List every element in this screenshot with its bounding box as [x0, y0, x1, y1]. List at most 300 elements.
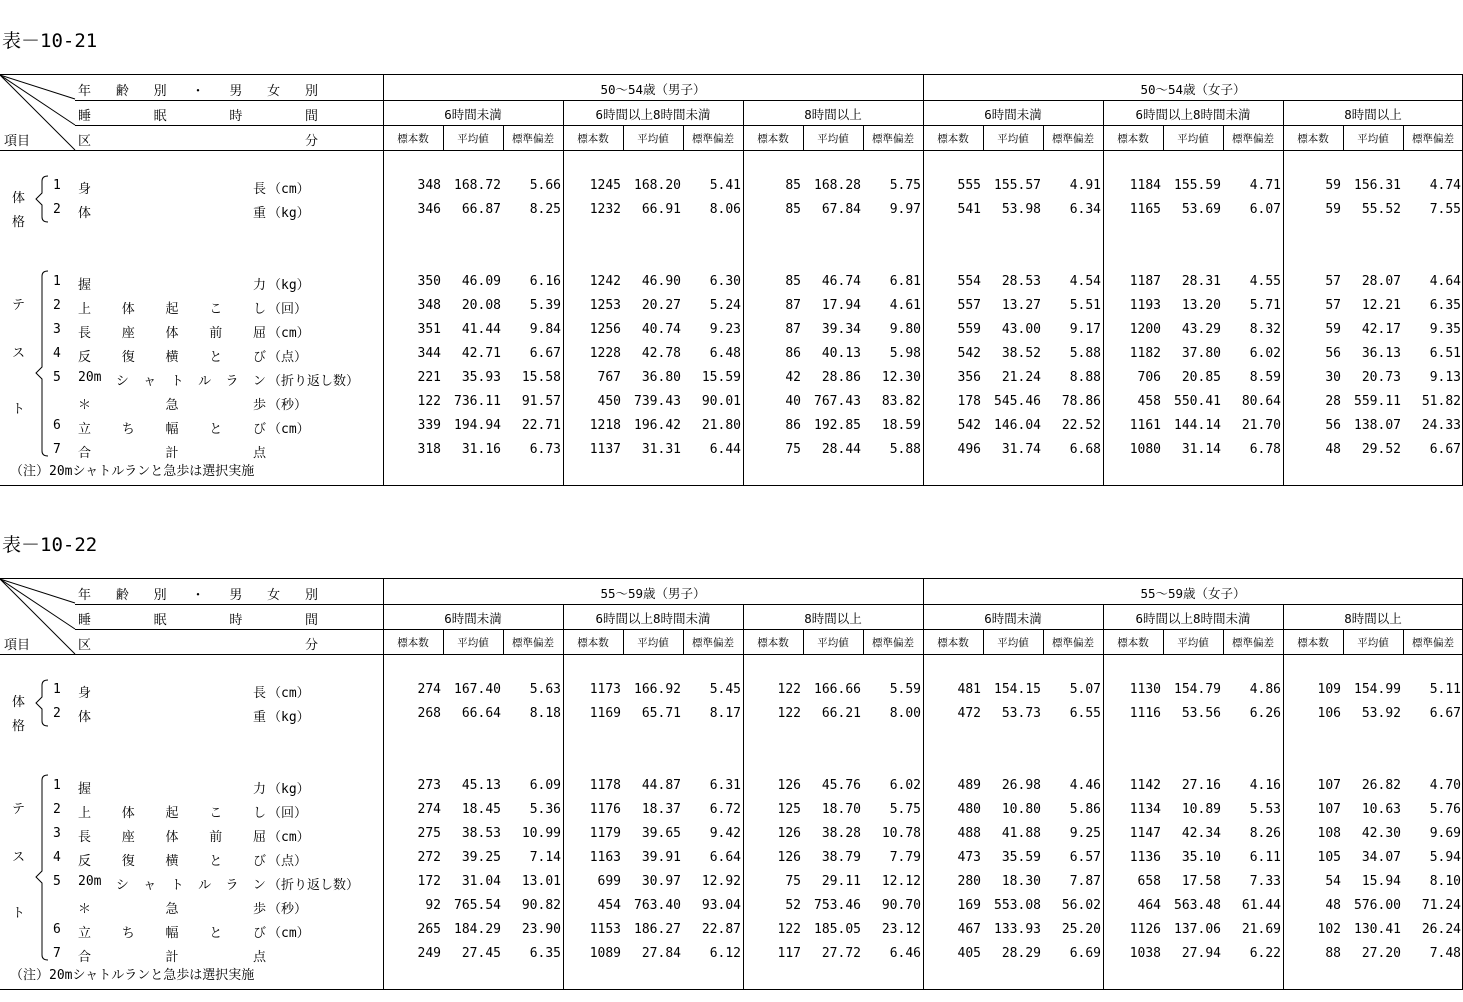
table-cell: 122 [777, 706, 801, 721]
category-label-body: 格 [12, 215, 26, 230]
table-cell: 489 [957, 778, 981, 793]
table-cell: 6.72 [709, 802, 741, 817]
table-cell: 40.13 [821, 346, 861, 361]
table-cell: 88 [1325, 946, 1341, 961]
age-group-header: 50～54歳（男子） [600, 82, 706, 97]
table-cell: 18.45 [461, 802, 501, 817]
table-cell: 42.34 [1181, 826, 1221, 841]
row-number: 1 [53, 682, 61, 697]
header-char: 睡 [78, 613, 92, 628]
table-cell: 339 [417, 418, 441, 433]
row-label [78, 946, 266, 965]
table-cell: 1256 [589, 322, 621, 337]
table-cell: 39.34 [821, 322, 861, 337]
stat-column-header: 標準偏差 [1052, 133, 1094, 145]
table-cell: 80.64 [1241, 394, 1281, 409]
table-cell: 450 [597, 394, 621, 409]
table-cell: 27.16 [1181, 778, 1221, 793]
stat-column-header: 標本数 [1297, 637, 1329, 649]
table-cell: 6.81 [889, 274, 921, 289]
row-label-char: と [209, 422, 223, 437]
row-label-char: ル [198, 878, 212, 893]
row-label-char: 幅 [165, 926, 179, 941]
table-cell: 144.14 [1174, 418, 1221, 433]
age-group-header: 55～59歳（女子） [1140, 586, 1246, 601]
stat-column-header: 標本数 [937, 637, 969, 649]
table-cell: 1184 [1129, 178, 1161, 193]
table-cell: 1089 [589, 946, 621, 961]
table-cell: 168.20 [634, 178, 681, 193]
table-cell: 5.59 [889, 682, 921, 697]
table-cell: 6.67 [529, 346, 561, 361]
table-cell: 38.52 [1001, 346, 1041, 361]
table-cell: 6.31 [709, 778, 741, 793]
table-cell: 130.41 [1354, 922, 1401, 937]
row-number: 1 [53, 274, 61, 289]
divider-horizontal [0, 654, 1463, 655]
stat-column-header: 標準偏差 [1052, 637, 1094, 649]
table-cell: 78.86 [1061, 394, 1101, 409]
row-label-char: 合 [78, 950, 92, 965]
table-cell: 156.31 [1354, 178, 1401, 193]
table-cell: 18.70 [821, 802, 861, 817]
table-cell: 86 [785, 418, 801, 433]
table-cell: 20.08 [461, 298, 501, 313]
table-cell: 38.79 [821, 850, 861, 865]
table-cell: 55.52 [1361, 202, 1401, 217]
divider-horizontal [0, 150, 1463, 151]
table-cell: 28.44 [821, 442, 861, 457]
table-cell: 122 [417, 394, 441, 409]
table-cell: 20.73 [1361, 370, 1401, 385]
row-label-char: 握 [78, 782, 92, 797]
table-cell: 472 [957, 706, 981, 721]
table-cell: 22.52 [1061, 418, 1101, 433]
table-cell: 1218 [589, 418, 621, 433]
table-cell: 6.12 [709, 946, 741, 961]
row-number: 7 [53, 946, 61, 961]
table-cell: 488 [957, 826, 981, 841]
stat-column-header: 標本数 [1117, 133, 1149, 145]
table-cell: 1142 [1129, 778, 1161, 793]
table-cell: 736.11 [454, 394, 501, 409]
row-unit: （cm） [268, 422, 310, 437]
table-cell: 59 [1325, 178, 1341, 193]
table-cell: 31.04 [461, 874, 501, 889]
header-char: 齢 [115, 588, 129, 603]
table-cell: 6.69 [1069, 946, 1101, 961]
table-cell: 6.64 [709, 850, 741, 865]
table-cell: 7.48 [1429, 946, 1461, 961]
table-cell: 6.67 [1429, 442, 1461, 457]
table-cell: 59 [1325, 202, 1341, 217]
row-label-char: ち [121, 422, 135, 437]
table-cell: 53.92 [1361, 706, 1401, 721]
row-label-char: 体 [121, 806, 135, 821]
row-label-char: ル [198, 374, 212, 389]
table-cell: 563.48 [1174, 898, 1221, 913]
table-cell: 344 [417, 346, 441, 361]
table-cell: 763.40 [634, 898, 681, 913]
row-label-char: 体 [78, 206, 92, 221]
table-cell: 10.78 [881, 826, 921, 841]
table-cell: 53.56 [1181, 706, 1221, 721]
row-label-char: と [209, 926, 223, 941]
bracket-lines [0, 579, 60, 989]
header-char: 眠 [153, 109, 167, 124]
sleep-category-header: 8時間以上 [1344, 611, 1402, 626]
stat-column-header: 平均値 [1177, 637, 1209, 649]
table-cell: 464 [1137, 898, 1161, 913]
header-char: 年 [78, 588, 92, 603]
stat-column-header: 標準偏差 [872, 133, 914, 145]
table-cell: 105 [1317, 850, 1341, 865]
stat-column-header: 標準偏差 [872, 637, 914, 649]
table-cell: 126 [777, 850, 801, 865]
table-cell: 5.76 [1429, 802, 1461, 817]
table-cell: 1136 [1129, 850, 1161, 865]
table-cell: 8.59 [1249, 370, 1281, 385]
table-cell: 6.73 [529, 442, 561, 457]
table-cell: 346 [417, 202, 441, 217]
row-label-char: 長 [78, 830, 92, 845]
table-cell: 318 [417, 442, 441, 457]
table-cell: 59 [1325, 322, 1341, 337]
table-cell: 53.73 [1001, 706, 1041, 721]
table-cell: 42.78 [641, 346, 681, 361]
row-number: 1 [53, 178, 61, 193]
table-cell: 43.00 [1001, 322, 1041, 337]
stat-column-header: 標本数 [937, 133, 969, 145]
data-table [0, 578, 1463, 990]
bracket-lines [0, 75, 60, 485]
table-cell: 42 [785, 370, 801, 385]
table-cell: 275 [417, 826, 441, 841]
category-label-test: ト [12, 402, 26, 417]
table-cell: 9.35 [1429, 322, 1461, 337]
table-cell: 6.07 [1249, 202, 1281, 217]
table-cell: 1193 [1129, 298, 1161, 313]
table-cell: 85 [785, 274, 801, 289]
stat-column-header: 平均値 [817, 133, 849, 145]
stat-column-header: 平均値 [457, 133, 489, 145]
row-label-char: 復 [121, 350, 135, 365]
table-cell: 4.86 [1249, 682, 1281, 697]
table-cell: 12.21 [1361, 298, 1401, 313]
table-cell: 48 [1325, 442, 1341, 457]
table-cell: 22.71 [521, 418, 561, 433]
row-number: 2 [53, 298, 61, 313]
row-label-char: ト [170, 374, 184, 389]
row-unit: （点） [268, 854, 308, 869]
table-cell: 6.34 [1069, 202, 1101, 217]
category-label-body: 格 [12, 719, 26, 734]
stat-column-header: 標本数 [757, 133, 789, 145]
age-group-header: 55～59歳（男子） [600, 586, 706, 601]
table-cell: 90.01 [701, 394, 741, 409]
table-cell: 125 [777, 802, 801, 817]
table-cell: 38.53 [461, 826, 501, 841]
table-cell: 28.29 [1001, 946, 1041, 961]
item-header: 項目 [4, 134, 31, 149]
row-label-char: び [252, 350, 266, 365]
table-cell: 8.25 [529, 202, 561, 217]
table-cell: 57 [1325, 298, 1341, 313]
table-cell: 5.71 [1249, 298, 1281, 313]
table-cell: 1178 [589, 778, 621, 793]
table-cell: 126 [777, 778, 801, 793]
table-cell: 23.90 [521, 922, 561, 937]
table-cell: 13.27 [1001, 298, 1041, 313]
table-cell: 87 [785, 298, 801, 313]
table-cell: 39.25 [461, 850, 501, 865]
table-cell: 1038 [1129, 946, 1161, 961]
table-cell: 6.68 [1069, 442, 1101, 457]
table-cell: 765.54 [454, 898, 501, 913]
row-number: 7 [53, 442, 61, 457]
table-cell: 90.82 [521, 898, 561, 913]
table-cell: 6.26 [1249, 706, 1281, 721]
table-cell: 272 [417, 850, 441, 865]
table-cell: 542 [957, 418, 981, 433]
table-cell: 274 [417, 682, 441, 697]
table-cell: 40.74 [641, 322, 681, 337]
table-cell: 172 [417, 874, 441, 889]
divider-horizontal [75, 125, 1463, 126]
table-cell: 67.84 [821, 202, 861, 217]
table-cell: 458 [1137, 394, 1161, 409]
row-label-char: ャ [143, 878, 157, 893]
stat-column-header: 平均値 [817, 637, 849, 649]
row-unit: （kg） [268, 710, 310, 725]
category-label-test: ス [12, 850, 26, 865]
table-cell: 699 [597, 874, 621, 889]
row-label [78, 274, 266, 293]
row-label-char: 計 [165, 446, 179, 461]
table-cell: 545.46 [994, 394, 1041, 409]
row-label-char: 座 [121, 326, 135, 341]
table-cell: 54 [1325, 874, 1341, 889]
table-cell: 5.24 [709, 298, 741, 313]
row-label-char: 歩 [252, 398, 266, 413]
table-block [0, 28, 1463, 498]
table-cell: 8.26 [1249, 826, 1281, 841]
table-cell: 20.27 [641, 298, 681, 313]
row-label-char: ャ [143, 374, 157, 389]
table-cell: 25.20 [1061, 922, 1101, 937]
table-cell: 1147 [1129, 826, 1161, 841]
table-cell: 4.91 [1069, 178, 1101, 193]
table-cell: 1187 [1129, 274, 1161, 289]
table-cell: 48 [1325, 898, 1341, 913]
row-label-char: び [252, 926, 266, 941]
row-unit: （kg） [268, 278, 310, 293]
table-cell: 83.82 [881, 394, 921, 409]
table-cell: 17.58 [1181, 874, 1221, 889]
table-cell: 5.75 [889, 178, 921, 193]
table-footnote: （注）20mシャトルランと急歩は選択実施 [10, 464, 255, 479]
table-cell: 166.92 [634, 682, 681, 697]
sleep-category-header: 6時間以上8時間未満 [595, 611, 711, 626]
table-cell: 23.12 [881, 922, 921, 937]
item-header: 項目 [4, 638, 31, 653]
table-cell: 26.82 [1361, 778, 1401, 793]
table-cell: 31.14 [1181, 442, 1221, 457]
table-cell: 71.24 [1421, 898, 1461, 913]
table-cell: 4.54 [1069, 274, 1101, 289]
category-label-body: 体 [12, 695, 26, 710]
table-cell: 122 [777, 682, 801, 697]
row-label-char: 復 [121, 854, 135, 869]
table-cell: 85 [785, 178, 801, 193]
table-cell: 1253 [589, 298, 621, 313]
stat-column-header: 標本数 [577, 133, 609, 145]
table-cell: 28.86 [821, 370, 861, 385]
table-cell: 467 [957, 922, 981, 937]
table-cell: 4.74 [1429, 178, 1461, 193]
header-char: 眠 [153, 613, 167, 628]
stat-column-header: 標準偏差 [1232, 133, 1274, 145]
row-number: 4 [53, 850, 61, 865]
header-char: 間 [304, 613, 318, 628]
table-cell: 265 [417, 922, 441, 937]
stat-column-header: 標準偏差 [692, 133, 734, 145]
table-cell: 1130 [1129, 682, 1161, 697]
row-unit: （秒） [268, 398, 308, 413]
table-cell: 454 [597, 898, 621, 913]
table-cell: 6.46 [889, 946, 921, 961]
table-cell: 753.46 [814, 898, 861, 913]
table-cell: 28.31 [1181, 274, 1221, 289]
table-cell: 554 [957, 274, 981, 289]
stat-column-header: 標準偏差 [692, 637, 734, 649]
table-cell: 31.16 [461, 442, 501, 457]
header-char: 別 [153, 588, 167, 603]
row-number: 4 [53, 346, 61, 361]
stat-column-header: 標準偏差 [512, 637, 554, 649]
row-label-char: 長 [252, 182, 266, 197]
table-cell: 133.93 [994, 922, 1041, 937]
table-cell: 480 [957, 802, 981, 817]
row-label-char: 計 [165, 950, 179, 965]
table-cell: 66.64 [461, 706, 501, 721]
table-cell: 1245 [589, 178, 621, 193]
row-unit: （折り返し数） [268, 374, 360, 389]
row-number: 2 [53, 202, 61, 217]
table-cell: 4.64 [1429, 274, 1461, 289]
table-cell: 6.22 [1249, 946, 1281, 961]
row-number: 6 [53, 418, 61, 433]
row-unit: （cm） [268, 926, 310, 941]
table-cell: 5.41 [709, 178, 741, 193]
table-cell: 44.87 [641, 778, 681, 793]
table-cell: 1126 [1129, 922, 1161, 937]
table-cell: 138.07 [1354, 418, 1401, 433]
table-cell: 37.80 [1181, 346, 1221, 361]
table-cell: 8.17 [709, 706, 741, 721]
table-cell: 4.71 [1249, 178, 1281, 193]
table-cell: 9.13 [1429, 370, 1461, 385]
row-label-char: 上 [78, 806, 92, 821]
table-footnote: （注）20mシャトルランと急歩は選択実施 [10, 968, 255, 983]
brace-path [36, 775, 48, 960]
stat-column-header: 標準偏差 [1412, 637, 1454, 649]
table-cell: 53.69 [1181, 202, 1221, 217]
table-cell: 92 [425, 898, 441, 913]
table-cell: 56 [1325, 418, 1341, 433]
table-cell: 1232 [589, 202, 621, 217]
table-cell: 15.94 [1361, 874, 1401, 889]
row-label-char: 歩 [252, 902, 266, 917]
row-label [78, 394, 266, 413]
table-cell: 10.99 [521, 826, 561, 841]
table-cell: 106 [1317, 706, 1341, 721]
table-cell: 1080 [1129, 442, 1161, 457]
table-cell: 45.76 [821, 778, 861, 793]
table-cell: 559.11 [1354, 394, 1401, 409]
table-cell: 12.12 [881, 874, 921, 889]
table-cell: 5.88 [889, 442, 921, 457]
header-char: 男 [229, 84, 243, 99]
table-cell: 39.65 [641, 826, 681, 841]
table-cell: 9.25 [1069, 826, 1101, 841]
header-char: 分 [304, 134, 318, 149]
table-cell: 1161 [1129, 418, 1161, 433]
table-cell: 18.30 [1001, 874, 1041, 889]
table-cell: 18.37 [641, 802, 681, 817]
table-cell: 5.94 [1429, 850, 1461, 865]
table-cell: 13.01 [521, 874, 561, 889]
header-char: 睡 [78, 109, 92, 124]
table-cell: 186.27 [634, 922, 681, 937]
table-cell: 27.84 [641, 946, 681, 961]
table-cell: 550.41 [1174, 394, 1221, 409]
row-label-char: 長 [78, 326, 92, 341]
table-cell: 51.82 [1421, 394, 1461, 409]
header-char: 別 [153, 84, 167, 99]
table-cell: 56.02 [1061, 898, 1101, 913]
row-label [78, 874, 266, 893]
table-cell: 559 [957, 322, 981, 337]
row-number: 3 [53, 322, 61, 337]
table-cell: 17.94 [821, 298, 861, 313]
row-label-char: 前 [209, 326, 223, 341]
row-label-char: シ [115, 374, 129, 389]
row-label-char: 屈 [252, 830, 266, 845]
table-cell: 767 [597, 370, 621, 385]
table-cell: 35.59 [1001, 850, 1041, 865]
table-cell: 166.66 [814, 682, 861, 697]
table-cell: 739.43 [634, 394, 681, 409]
table-cell: 1179 [589, 826, 621, 841]
table-cell: 6.30 [709, 274, 741, 289]
row-unit: （折り返し数） [268, 878, 360, 893]
header-char: 女 [267, 84, 281, 99]
table-cell: 268 [417, 706, 441, 721]
table-cell: 29.52 [1361, 442, 1401, 457]
row-label-char: 体 [121, 302, 135, 317]
stat-column-header: 平均値 [457, 637, 489, 649]
brace-path [36, 176, 48, 222]
stat-column-header: 標本数 [397, 637, 429, 649]
table-cell: 9.17 [1069, 322, 1101, 337]
table-cell: 767.43 [814, 394, 861, 409]
row-label-char: 反 [78, 350, 92, 365]
table-cell: 5.63 [529, 682, 561, 697]
table-cell: 1176 [589, 802, 621, 817]
table-cell: 31.31 [641, 442, 681, 457]
row-label-char: 重 [252, 206, 266, 221]
